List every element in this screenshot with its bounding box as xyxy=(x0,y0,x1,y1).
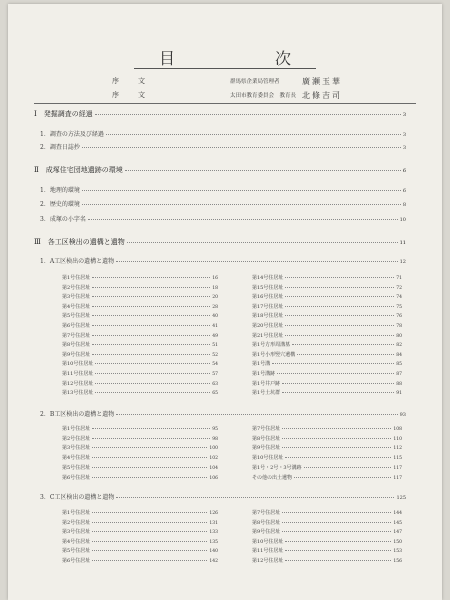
toc-item: 第4号住居址 135 xyxy=(62,538,218,545)
toc-group-title: 1．A工区検出の遺構と遺物 12 xyxy=(40,258,406,265)
toc-section-3: Ⅲ 各工区検出の遺構と遺物 11 xyxy=(34,238,406,246)
toc-item: 第13号住居址 65 xyxy=(62,390,218,397)
title-rule xyxy=(134,68,316,69)
toc-item: 第21号住居址 80 xyxy=(252,332,402,339)
toc-item: 第3号住居址 100 xyxy=(62,445,218,452)
toc-item: 第4号住居址 102 xyxy=(62,455,218,462)
toc-group-title: 3．C工区検出の遺構と遺物 125 xyxy=(40,494,406,501)
preface-affiliation: 太田市教育委員会 教育長 xyxy=(230,93,297,99)
toc-item: 第15号住居址 72 xyxy=(252,284,402,291)
toc-item: 第16号住居址 74 xyxy=(252,294,402,301)
toc-item: 第1号住居址 95 xyxy=(62,426,218,432)
toc-item: 第14号住居址 71 xyxy=(252,275,402,281)
toc-item: 第17号住居址 75 xyxy=(252,303,402,310)
preface-label: 序 文 xyxy=(112,91,151,99)
preface-author: 北條吉司 xyxy=(302,91,342,100)
toc-item: 第3号住居址 20 xyxy=(62,294,218,301)
toc-item: 第1号住居址 126 xyxy=(62,510,218,516)
toc-section-2: Ⅱ 成塚住宅団地遺跡の環境 6 xyxy=(34,166,406,174)
toc-item: 第1号井戸跡 88 xyxy=(252,380,402,387)
toc-item: 第10号住居址 54 xyxy=(62,361,218,368)
toc-subsection: 3．成塚の小字名 10 xyxy=(40,216,406,223)
toc-item: 第5号住居址 104 xyxy=(62,464,218,471)
toc-item: 第7号住居址 108 xyxy=(252,426,402,432)
toc-item: 第1号小形竪穴遺構 84 xyxy=(252,351,402,358)
toc-item: 第8号住居址 51 xyxy=(62,342,218,349)
toc-subsection: 2．調査日誌抄 3 xyxy=(40,144,406,151)
toc-item: 第4号住居址 28 xyxy=(62,303,218,310)
toc-item: 第7号住居址 49 xyxy=(62,332,218,339)
toc-item: 第12号住居址 156 xyxy=(252,558,402,564)
document-page xyxy=(8,4,442,600)
toc-subsection: 2．歴史的環境 8 xyxy=(40,201,406,208)
toc-subsection: 1．調査の方法及び経過 3 xyxy=(40,131,406,138)
toc-item: 第18号住居址 76 xyxy=(252,313,402,320)
toc-subsection: 1．地理的環境 6 xyxy=(40,187,406,194)
toc-item: 第1号土坑群 91 xyxy=(252,390,402,397)
preface-affiliation: 群馬県企業局管理者 xyxy=(230,79,280,85)
toc-item: 第6号住居址 41 xyxy=(62,323,218,329)
toc-item: 第1号溝跡 87 xyxy=(252,371,402,377)
page-title: 目 次 xyxy=(158,49,333,68)
preface-label: 序 文 xyxy=(112,77,151,85)
toc-item: 第9号住居址 147 xyxy=(252,529,402,536)
separator-rule xyxy=(34,103,416,104)
toc-item: 第12号住居址 63 xyxy=(62,380,218,387)
toc-item: 第6号住居址 142 xyxy=(62,558,218,564)
toc-item: 第8号住居址 110 xyxy=(252,435,402,442)
toc-item: 第2号住居址 18 xyxy=(62,284,218,291)
toc-item: 第11号住居址 153 xyxy=(252,548,402,555)
toc-item: 第7号住居址 144 xyxy=(252,510,402,516)
preface-author: 廣瀬玉華 xyxy=(302,77,342,86)
toc-item: 第20号住居址 78 xyxy=(252,323,402,329)
toc-item: 第8号住居址 145 xyxy=(252,519,402,526)
toc-item: 第1号溝 85 xyxy=(252,361,402,368)
toc-group-title: 2．B工区検出の遺構と遺物 93 xyxy=(40,411,406,418)
toc-item: 第5号住居址 140 xyxy=(62,548,218,555)
toc-item: 第10号住居址 150 xyxy=(252,538,402,545)
toc-item: 第6号住居址 106 xyxy=(62,474,218,481)
toc-item: 第1号住居址 16 xyxy=(62,275,218,281)
toc-item: 第10号住居址 115 xyxy=(252,455,402,462)
toc-item: 第3号住居址 133 xyxy=(62,529,218,536)
toc-item: 第1号・2号・3号溝跡 117 xyxy=(252,464,402,471)
toc-section-1: Ⅰ 発掘調査の経過 3 xyxy=(34,110,406,118)
toc-item: 第9号住居址 52 xyxy=(62,351,218,358)
toc-item: 第5号住居址 40 xyxy=(62,313,218,320)
toc-item: 第9号住居址 112 xyxy=(252,445,402,452)
toc-item: 第2号住居址 98 xyxy=(62,435,218,442)
toc-item: 第11号住居址 57 xyxy=(62,371,218,377)
toc-item: 第1号方形周溝墓 82 xyxy=(252,342,402,349)
toc-item: その他の出土遺物 117 xyxy=(252,474,402,481)
toc-item: 第2号住居址 131 xyxy=(62,519,218,526)
